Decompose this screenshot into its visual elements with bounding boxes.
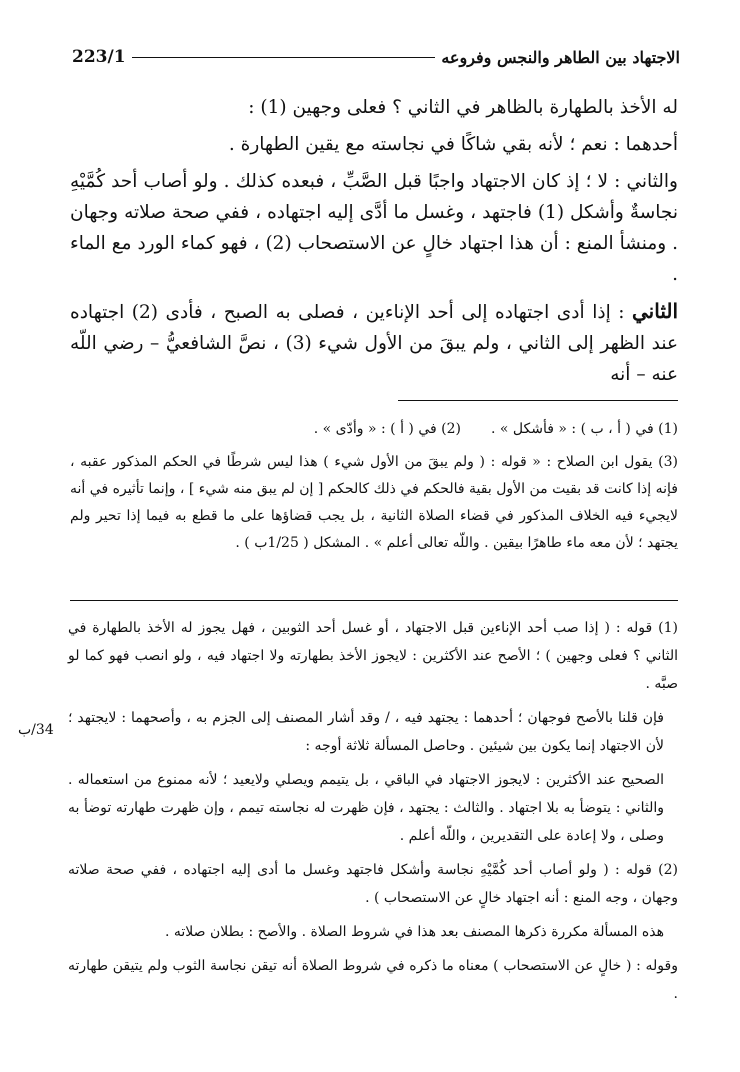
footnote-2: (2) في ( أ ) : « وأدّى » . bbox=[313, 421, 461, 437]
footnote-row bbox=[70, 416, 678, 443]
footnotes bbox=[70, 416, 678, 557]
commentary bbox=[68, 614, 678, 1014]
manuscript-folio-ref: 34/ب bbox=[18, 722, 54, 738]
main-paragraph-4-text: : إذا أدى اجتهاده إلى أحد الإناءين ، فصلى به الصبح ، فأدى (2) اجتهاده عند الظهر إلى الثاني ، ولم يبقَ من الأول شيء (3) ، نصَّ الشافعيُّ – رضي اللّه عنه – أنه bbox=[70, 302, 678, 385]
commentary-6: وقوله : ( خالٍ عن الاستصحاب ) معناه ما ذكره في شروط الصلاة أنه تيقن نجاسة الثوب ولم يتيقن طهارته . bbox=[68, 958, 678, 1002]
running-header bbox=[72, 42, 680, 72]
main-paragraph-1: له الأخذ بالطهارة بالظاهر في الثاني ؟ فعلى وجهين (1) : bbox=[248, 97, 678, 118]
main-paragraph-3: والثاني : لا ؛ إذ كان الاجتهاد واجبًا قبل الصَّبِّ ، فبعده كذلك . ولو أصاب أحد كُمَّيْهِ نجاسةٌ وأشكل (1) فاجتهد ، وغسل ما أدَّى إليه اجتهاده ، ففي صحة صلاته وجهان . ومنشأ المنع : أن هذا اجتهاد خالٍ عن الاستصحاب (2) ، فهو كماء الورد مع الماء . bbox=[70, 171, 678, 285]
footnote-3: (3) يقول ابن الصلاح : « قوله : ( ولم يبقَ من الأول شيء ) هذا ليس شرطًا في الحكم المذكور عقبه ، فإنه إذا كانت قد بقيت من الأول بقية فالحكم في ذلك كالحكم [ إن لم يبق منه شيء ] ، وإنما تأثيره في أنه لايجيء فيه الخلاف المذكور في قضاء الصلاة الثانية ، بل يجب قضاؤها على ما قطع به فيما إذا تحير ولم يجتهد ؛ لأن معه ماء طاهرًا بيقين . واللّه تعالى أعلم » . المشكل ( 1/25ب ) . bbox=[70, 454, 678, 551]
commentary-5: هذه المسألة مكررة ذكرها المصنف بعد هذا في شروط الصلاة . والأصح : بطلان صلاته . bbox=[165, 924, 664, 940]
commentary-3: الصحيح عند الأكثرين : لايجوز الاجتهاد في الباقي ، بل يتيمم ويصلي ولايعيد ؛ لأنه ممنوع من استعماله . والثاني : يتوضأ به بلا اجتهاد . والثالث : يجتهد ، فإن ظهرت له نجاسته تيمم ، وإن ظهرت طهارته توضأ به وصلى ، ولا إعادة على التقديرين ، واللّه أعلم . bbox=[68, 772, 664, 844]
commentary-4: (2) قوله : ( ولو أصاب أحد كُمَّيْهِ نجاسة وأشكل فاجتهد وغسل ما أدى إليه اجتهاده ، ففي صحة صلاته وجهان ، وجه المنع : أنه اجتهاد خالٍ عن الاستصحاب ) . bbox=[68, 862, 678, 906]
main-paragraph-2: أحدهما : نعم ؛ لأنه بقي شاكًا في نجاسته مع يقين الطهارة . bbox=[228, 134, 678, 155]
main-text bbox=[70, 92, 678, 396]
page-number: 223/1 bbox=[72, 47, 126, 67]
footnote-separator bbox=[398, 400, 678, 401]
footnote-1: (1) في ( أ ، ب ) : « فأشكل » . bbox=[491, 421, 678, 437]
commentary-1: (1) قوله : ( إذا صب أحد الإناءين قبل الاجتهاد ، أو غسل أحد الثوبين ، فهل يجوز له الأخذ بالطهارة في الثاني ؟ فعلى وجهين ) ؛ الأصح عند الأكثرين : لايجوز الأخذ بطهارته ولا اجتهاد فيه ، ولو انصب فهو كما لو صبَّه . bbox=[68, 620, 678, 692]
commentary-2: فإن قلنا بالأصح فوجهان ؛ أحدهما : يجتهد فيه ، / وقد أشار المصنف إلى الجزم به ، وأصحهما : لايجتهد ؛ لأن الاجتهاد إنما يكون بين شيئين . وحاصل المسألة ثلاثة أوجه : bbox=[68, 710, 664, 754]
chapter-title: الاجتهاد بين الطاهر والنجس وفروعه bbox=[441, 47, 680, 67]
section-lead: الثاني bbox=[632, 299, 679, 323]
commentary-separator bbox=[70, 600, 678, 601]
header-rule bbox=[132, 57, 436, 58]
main-paragraph-4 bbox=[70, 296, 678, 390]
